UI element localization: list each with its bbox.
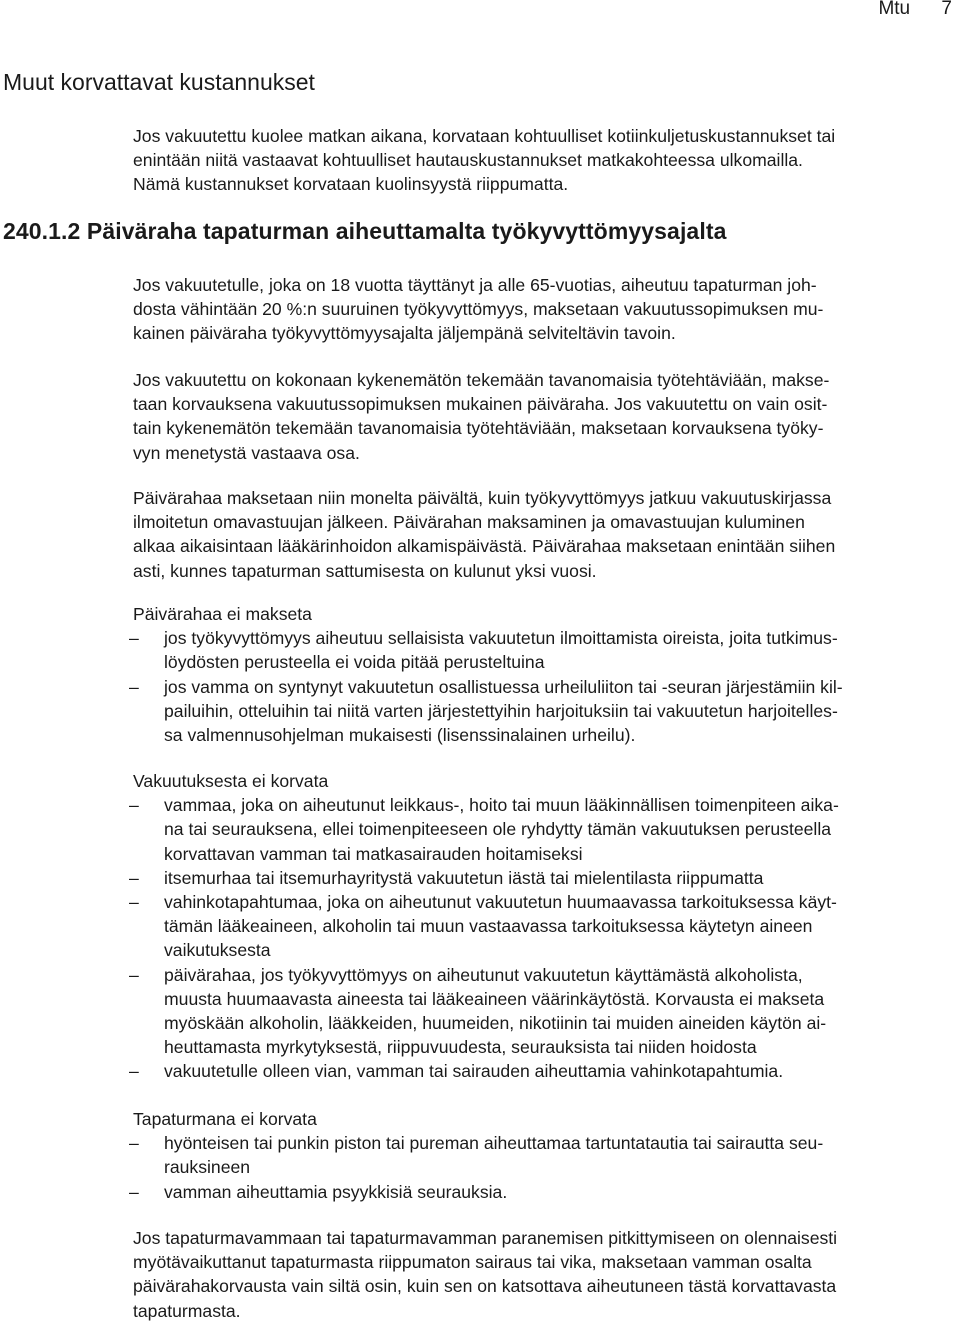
list-item — [129, 890, 953, 963]
header-section-code: Mtu — [878, 0, 911, 19]
text-line: vaikutuksesta — [164, 940, 271, 961]
text-line: Jos tapaturmavammaan tai tapaturmavamman paranemisen pitkittymiseen on olennaisesti — [133, 1228, 838, 1248]
list-item — [129, 1180, 953, 1204]
text-line: ilmoitetun omavastuujan jälkeen. Päivärahan maksaminen ja omavastuujan kuluminen — [133, 512, 805, 533]
text-line: pailuihin, otteluihin tai niitä varten järjestettyihin harjoituksiin tai vakuutetun harjoitelles- — [164, 700, 838, 721]
text-line: myötävaikuttanut tapaturmasta riippumaton sairaus tai vika, maksetaan vamman osalta — [133, 1252, 812, 1273]
text-line: vamman aiheuttamia psyykkisiä seurauksia. — [164, 1181, 508, 1202]
paragraph-payment-period — [133, 486, 953, 583]
dash-bullet: – — [129, 1061, 139, 1082]
list-item — [129, 626, 953, 674]
dash-bullet: – — [129, 867, 139, 888]
text-line: tain kykenemätön tekemään tavanomaisia työtehtäviään, maksetaan korvauksena työky- — [133, 418, 824, 439]
text-line: jos vamma on syntynyt vakuutetun osallistuessa urheiluliiton tai -seuran järjestämiin kil- — [164, 676, 843, 697]
text-line: taan korvauksena vakuutussopimuksen mukainen päiväraha. Jos vakuutettu on vain osit- — [133, 394, 828, 415]
dash-bullet: – — [129, 1181, 139, 1202]
paragraph-eligibility — [133, 273, 953, 346]
text-line: tämän lääkeaineen, alkoholin tai muun vastaavassa tarkoituksessa käytetyn aineen — [164, 916, 813, 937]
text-line: enintään niitä vastaavat kohtuulliset hautauskustannukset matkakohteessa ulkomailla. — [133, 150, 803, 171]
list-item — [129, 675, 953, 748]
text-line: Päivärahaa maksetaan niin monelta päivältä, kuin työkyvyttömyys jatkuu vakuutuskirjassa — [133, 488, 832, 508]
list-not-paid — [129, 602, 953, 747]
paragraph-incapacity — [133, 368, 953, 465]
list-item — [129, 793, 953, 866]
dash-bullet: – — [129, 628, 139, 649]
text-line: vammaa, joka on aiheutunut leikkaus-, hoito tai muun lääkinnällisen toimenpiteen aika- — [164, 795, 839, 816]
text-line: asti, kunnes tapaturman sattumisesta on kulunut yksi vuosi. — [133, 560, 597, 581]
text-line: tapaturmasta. — [133, 1300, 241, 1321]
page-number: 7 — [941, 0, 952, 19]
dash-bullet: – — [129, 795, 139, 816]
list-heading: Tapaturmana ei korvata — [133, 1109, 317, 1129]
text-line: alkaa aikaisintaan lääkärinhoidon alkamispäivästä. Päivärahaa maksetaan enintään siihen — [133, 536, 836, 557]
list-not-accident — [129, 1107, 953, 1204]
page-header — [878, 0, 960, 20]
paragraph-contributing-illness — [133, 1226, 953, 1323]
text-line: päivärahakorvausta vain siltä osin, kuin sen on katsottava aiheutuneen tästä korvattavasta — [133, 1276, 837, 1297]
text-line: vahinkotapahtumaa, joka on aiheutunut vakuutetun huumaavassa tarkoituksessa käyt- — [164, 892, 837, 913]
dash-bullet: – — [129, 964, 139, 985]
section-title: Muut korvattavat kustannukset — [3, 69, 315, 95]
list-item — [129, 1131, 953, 1179]
text-line: myöskään alkoholin, lääkkeiden, huumeiden, nikotiinin tai muiden aineiden käytön ai- — [164, 1013, 827, 1034]
list-item — [129, 1059, 953, 1083]
subsection-heading: 240.1.2 Päiväraha tapaturman aiheuttamalta työkyvyttömyysajalta — [3, 218, 727, 244]
text-line: muusta huumaavasta aineesta tai lääkeaineen väärinkäytöstä. Korvausta ei makseta — [164, 988, 825, 1009]
list-item — [129, 963, 953, 1060]
text-line: sa valmennusohjelman mukaisesti (lisenssinalainen urheilu). — [164, 725, 636, 746]
text-line: vyn menetystä vastaava osa. — [133, 442, 360, 463]
text-line: hyönteisen tai punkin piston tai pureman aiheuttamaa tartuntatautia tai sairautta seu- — [164, 1133, 824, 1154]
text-line: löydösten perusteella ei voida pitää perusteltuina — [164, 652, 545, 673]
text-line: Jos vakuutettu kuolee matkan aikana, korvataan kohtuulliset kotiinkuljetuskustannukset tai — [133, 126, 836, 146]
dash-bullet: – — [129, 676, 139, 697]
text-line: korvattavan vamman tai matkasairauden hoitamiseksi — [164, 843, 583, 864]
text-line: heuttamasta myrkytyksestä, riippuvuudesta, seurauksista tai niiden hoidosta — [164, 1037, 757, 1058]
text-line: päivärahaa, jos työkyvyttömyys on aiheutunut vakuutetun käyttämästä alkoholista, — [164, 964, 803, 985]
list-item — [129, 866, 953, 890]
text-line: itsemurhaa tai itsemurhayritystä vakuutetun iästä tai mielentilasta riippumatta — [164, 867, 764, 888]
list-heading: Vakuutuksesta ei korvata — [133, 771, 329, 791]
text-line: vakuutetulle olleen vian, vamman tai sairauden aiheuttamia vahinkotapahtumia. — [164, 1061, 784, 1082]
intro-paragraph — [133, 124, 953, 197]
text-line: kainen päiväraha työkyvyttömyysajalta jäljempänä selviteltävin tavoin. — [133, 323, 676, 344]
dash-bullet: – — [129, 892, 139, 913]
text-line: Jos vakuutetulle, joka on 18 vuotta täyttänyt ja alle 65-vuotias, aiheutuu tapaturman joh- — [133, 275, 817, 295]
list-heading: Päivärahaa ei makseta — [133, 604, 312, 624]
text-line: rauksineen — [164, 1157, 251, 1178]
text-line: na tai seurauksena, ellei toimenpiteeseen ole ryhdytty tämän vakuutuksen perusteella — [164, 819, 832, 840]
text-line: dosta vähintään 20 %:n suuruinen työkyvyttömyys, maksetaan vakuutussopimuksen mu- — [133, 299, 824, 320]
list-not-covered — [129, 769, 953, 1084]
dash-bullet: – — [129, 1133, 139, 1154]
text-line: Nämä kustannukset korvataan kuolinsyystä riippumatta. — [133, 174, 569, 195]
text-line: Jos vakuutettu on kokonaan kykenemätön tekemään tavanomaisia työtehtäviään, makse- — [133, 370, 830, 390]
text-line: jos työkyvyttömyys aiheutuu sellaisista vakuutetun ilmoittamista oireista, joita tutkimus- — [164, 628, 838, 649]
